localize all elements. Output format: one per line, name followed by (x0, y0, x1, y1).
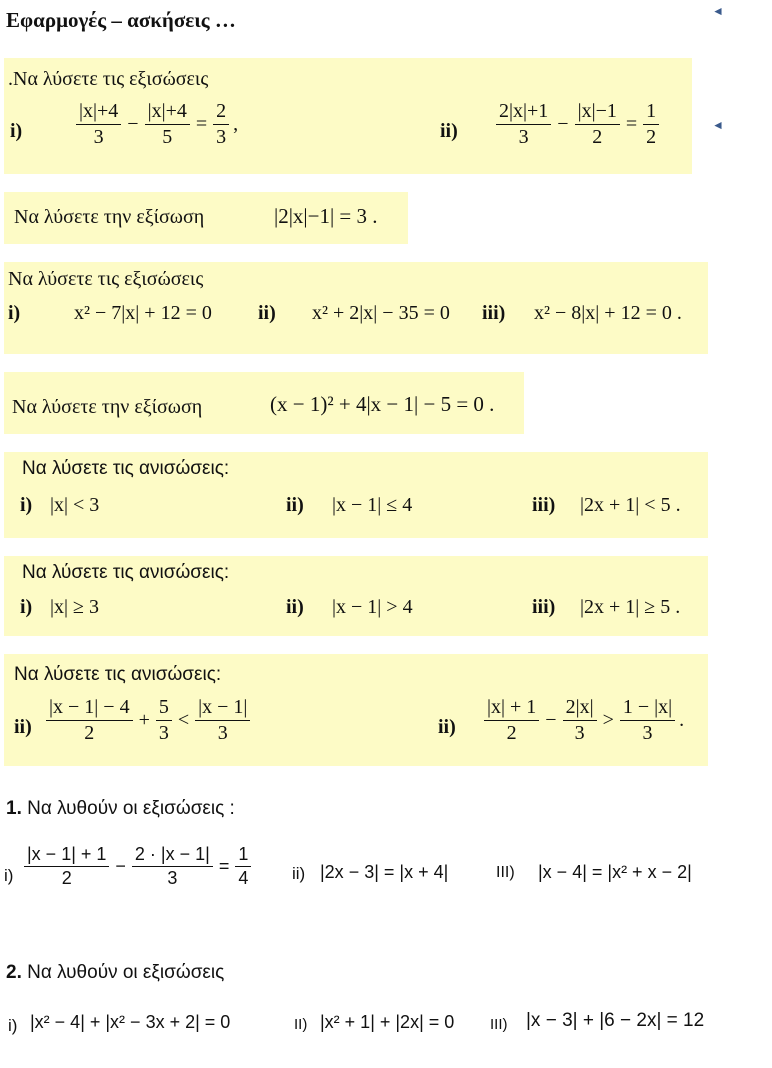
fraction-denominator: 3 (158, 722, 169, 744)
fraction-denominator: 2 (506, 722, 517, 744)
fraction-denominator: 3 (217, 722, 228, 744)
equation-punctuation: . (679, 709, 685, 731)
fraction-denominator: 3 (574, 722, 585, 744)
fraction-numerator: 2|x| (563, 696, 597, 721)
exercise-4-text: Να λύσετε την εξίσωση (12, 396, 203, 418)
exercise-3-part-i-label: i) (8, 302, 21, 324)
exercise-7-second-inequality: $\frac{|x| + 1}{2}$ − $\frac{2|x|}{3}$ > $\frac{1 - |x|}{3}$ . (484, 696, 684, 745)
exercise-1-title: .Να λύσετε τις εξισώσεις (8, 68, 209, 90)
exercise-1-part-ii-equation: $\frac{2|x|+1}{3}$ − $\frac{|x|-1}{2}$ = $\frac{1}{2}$ (496, 100, 659, 149)
exercise-6-part-iii-label: iii) (532, 596, 556, 618)
fraction-numerator: |x − 1| (195, 696, 250, 721)
exercise-7-first-inequality: $\frac{|x - 1| - 4}{2}$ + $\frac{5}{3}$ < $\frac{|x - 1|}{3}$ (46, 696, 250, 745)
exercise-5-title: Να λύσετε τις ανισώσεις: (22, 458, 230, 479)
fraction-numerator: |x − 1| + 1 (24, 844, 109, 867)
exercise-7-first-label: ii) (14, 716, 32, 738)
fraction-denominator: 3 (93, 126, 104, 148)
problem-1-part-ii-equation: |2x − 3| = |x + 4| (320, 862, 449, 882)
fraction-numerator: 1 − |x| (620, 696, 675, 721)
fraction-numerator: |x|+4 (76, 100, 121, 125)
problem-1-part-ii-label: ii) (292, 864, 306, 883)
problem-1-part-i-equation: $\frac{|x - 1| + 1}{2}$ − $\frac{2 \cdot |x - 1|}{3}$ = $\frac{1}{4}$ (24, 844, 251, 888)
problem-number: 2. (6, 962, 22, 983)
fraction-denominator: 5 (162, 126, 173, 148)
problem-1-part-iii-label: ΙΙΙ) (496, 864, 515, 881)
exercise-3-part-i-equation: x² − 7|x| + 12 = 0 (74, 302, 212, 324)
problem-2-part-i-label: i) (8, 1016, 18, 1035)
fraction-numerator: 2|x|+1 (496, 100, 551, 125)
arrow-marker-icon: ◄ (712, 118, 724, 132)
exercise-3-part-ii-equation: x² + 2|x| − 35 = 0 (312, 302, 450, 324)
exercise-2-equation: |2|x|−1| = 3 . (274, 204, 378, 228)
exercise-1-part-i-equation: $\frac{|x|+4}{3}$ − $\frac{|x|+4}{5}$ = $\frac{2}{3}$ , (76, 100, 238, 149)
fraction-denominator: 3 (518, 126, 529, 148)
fraction-denominator: 2 (646, 126, 657, 148)
fraction-numerator: |x|−1 (575, 100, 620, 125)
fraction-numerator: 5 (156, 696, 172, 721)
problem-title: Να λυθούν οι εξισώσεις : (27, 798, 235, 819)
fraction-denominator: 3 (642, 722, 653, 744)
problem-title: Να λυθούν οι εξισώσεις (27, 962, 225, 983)
exercise-4-equation: (x − 1)² + 4|x − 1| − 5 = 0 . (270, 392, 495, 416)
fraction-numerator: 2 (213, 100, 229, 125)
exercise-1-part-ii-label: ii) (440, 120, 458, 142)
exercise-3-part-iii-label: iii) (482, 302, 506, 324)
problem-2-heading (6, 962, 224, 984)
exercise-7-second-label: ii) (438, 716, 456, 738)
arrow-marker-icon: ◄ (712, 4, 724, 18)
problem-number: 1. (6, 798, 22, 819)
exercise-5-part-ii-equation: |x − 1| ≤ 4 (332, 494, 413, 516)
problem-2-part-i-equation: |x² − 4| + |x² − 3x + 2| = 0 (30, 1012, 231, 1032)
exercise-6-title: Να λύσετε τις ανισώσεις: (22, 562, 230, 583)
fraction-denominator: 2 (84, 722, 95, 744)
fraction-denominator: 2 (61, 867, 72, 888)
fraction-denominator: 3 (167, 867, 178, 888)
fraction-numerator: 2 · |x − 1| (132, 844, 213, 867)
fraction-numerator: |x| + 1 (484, 696, 539, 721)
exercise-5-part-ii-label: ii) (286, 494, 304, 516)
fraction-numerator: 1 (235, 844, 251, 867)
exercise-3-part-iii-equation: x² − 8|x| + 12 = 0 . (534, 302, 682, 324)
problem-2-part-iii-equation: |x − 3| + |6 − 2x| = 12 (526, 1010, 705, 1031)
exercise-6-part-ii-label: ii) (286, 596, 304, 618)
problem-2-part-iii-label: ΙΙΙ) (490, 1016, 508, 1033)
exercise-5-part-i-label: i) (20, 494, 33, 516)
exercise-6-part-iii-equation: |2x + 1| ≥ 5 . (580, 596, 681, 618)
fraction-denominator: 3 (216, 126, 227, 148)
exercise-6-part-i-label: i) (20, 596, 33, 618)
exercise-6-part-ii-equation: |x − 1| > 4 (332, 596, 413, 618)
exercise-3-part-ii-label: ii) (258, 302, 276, 324)
exercise-1-part-i-label: i) (10, 120, 23, 142)
problem-1-heading (6, 798, 235, 820)
fraction-denominator: 2 (592, 126, 603, 148)
fraction-numerator: |x|+4 (145, 100, 190, 125)
exercise-5-part-iii-equation: |2x + 1| < 5 . (580, 494, 681, 516)
fraction-numerator: 1 (643, 100, 659, 125)
exercise-3-title: Να λύσετε τις εξισώσεις (8, 268, 204, 290)
equation-punctuation: , (233, 113, 239, 135)
problem-1-part-i-label: i) (4, 866, 14, 885)
exercise-5-part-iii-label: iii) (532, 494, 556, 516)
fraction-numerator: |x − 1| − 4 (46, 696, 133, 721)
exercise-2-text: Να λύσετε την εξίσωση (14, 206, 205, 228)
fraction-denominator: 4 (238, 867, 249, 888)
exercise-5-part-i-equation: |x| < 3 (50, 494, 100, 516)
problem-2-part-ii-equation: |x² + 1| + |2x| = 0 (320, 1012, 455, 1032)
exercise-6-part-i-equation: |x| ≥ 3 (50, 596, 99, 618)
problem-1-part-iii-equation: |x − 4| = |x² + x − 2| (538, 862, 692, 882)
exercise-7-title: Να λύσετε τις ανισώσεις: (14, 664, 222, 685)
problem-2-part-ii-label: ΙΙ) (294, 1016, 308, 1033)
page-heading: Εφαρμογές – ασκήσεις … (6, 8, 236, 32)
